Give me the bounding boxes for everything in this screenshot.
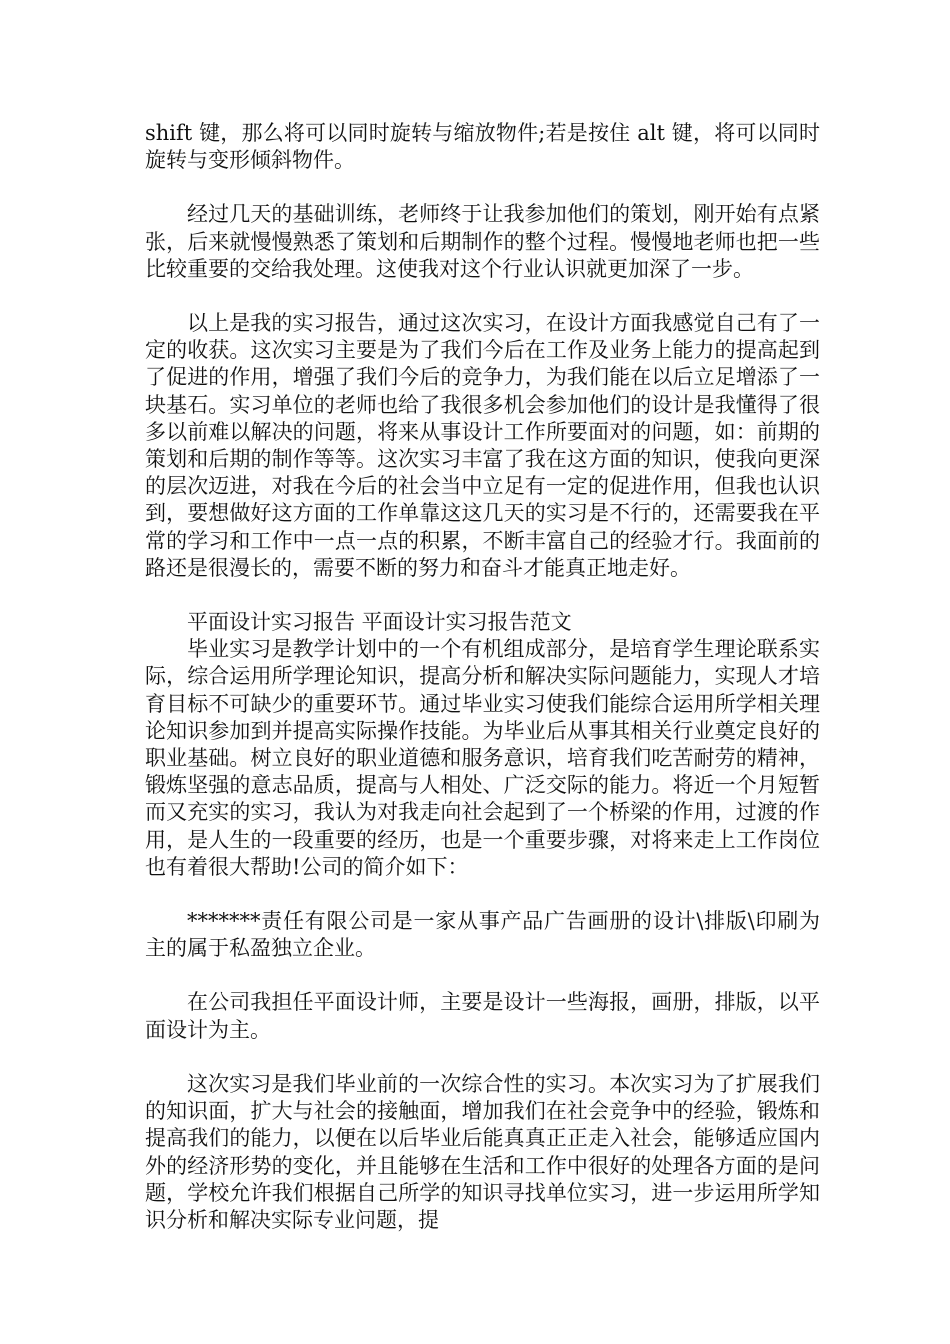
document-page — [145, 120, 820, 1234]
section-heading: 平面设计实习报告 平面设计实习报告范文 — [187, 610, 572, 635]
paragraph-role: 在公司我担任平面设计师，主要是设计一些海报，画册，排版，以平面设计为主。 — [145, 990, 820, 1042]
paragraph-shift-alt-tip: shift 键，那么将可以同时旋转与缩放物件;若是按住 alt 键，将可以同时旋转与变形倾斜物件。 — [145, 121, 820, 173]
paragraph-internship-summary: 以上是我的实习报告，通过这次实习，在设计方面我感觉自己有了一定的收获。这次实习主要是为了我们今后在工作及业务上能力的提高起到了促进的作用，增强了我们今后的竞争力，为我们能在以后立足增添了一块基石。实习单位的老师也给了我很多机会参加他们的设计是我懂得了很多以前难以解决的问题，将来从事设计工作所要面对的问题，如：前期的策划和后期的制作等等。这次实习丰富了我在这方面的知识，使我向更深的层次迈进，对我在今后的社会当中立足有一定的促进作用，但我也认识到，要想做好这方面的工作单靠这这几天的实习是不行的，还需要我在平常的学习和工作中一点一点的积累，不断丰富自己的经验才行。我面前的路还是很漫长的，需要不断的努力和奋斗才能真正地走好。 — [145, 311, 820, 580]
paragraph-basic-training: 经过几天的基础训练，老师终于让我参加他们的策划，刚开始有点紧张，后来就慢慢熟悉了策划和后期制作的整个过程。慢慢地老师也把一些比较重要的交给我处理。这使我对这个行业认识就更加深了一步。 — [145, 202, 820, 281]
paragraph-internship-purpose: 这次实习是我们毕业前的一次综合性的实习。本次实习为了扩展我们的知识面，扩大与社会的接触面，增加我们在社会竞争中的经验，锻炼和提高我们的能力，以便在以后毕业后能真真正正走入社会，能够适应国内外的经济形势的变化，并且能够在生活和工作中很好的处理各方面的是问题，学校允许我们根据自己所学的知识寻找单位实习，进一步运用所学知识分析和解决实际专业问题，提 — [145, 1071, 820, 1232]
paragraph-company-intro: *******责任有限公司是一家从事产品广告画册的设计\排版\印刷为主的属于私盈独立企业。 — [145, 909, 820, 961]
paragraph-graduation-internship: 毕业实习是教学计划中的一个有机组成部分，是培育学生理论联系实际，综合运用所学理论知识，提高分析和解决实际问题能力，实现人才培育目标不可缺少的重要环节。通过毕业实习使我们能综合运用所学相关理论知识参加到并提高实际操作技能。为毕业后从事其相关行业奠定良好的职业基础。树立良好的职业道德和服务意识，培育我们吃苦耐劳的精神，锻炼坚强的意志品质，提高与人相处、广泛交际的能力。将近一个月短暂而又充实的实习，我认为对我走向社会起到了一个桥梁的作用，过渡的作用，是人生的一段重要的经历，也是一个重要步骤，对将来走上工作岗位也有着很大帮助!公司的简介如下： — [145, 637, 820, 879]
